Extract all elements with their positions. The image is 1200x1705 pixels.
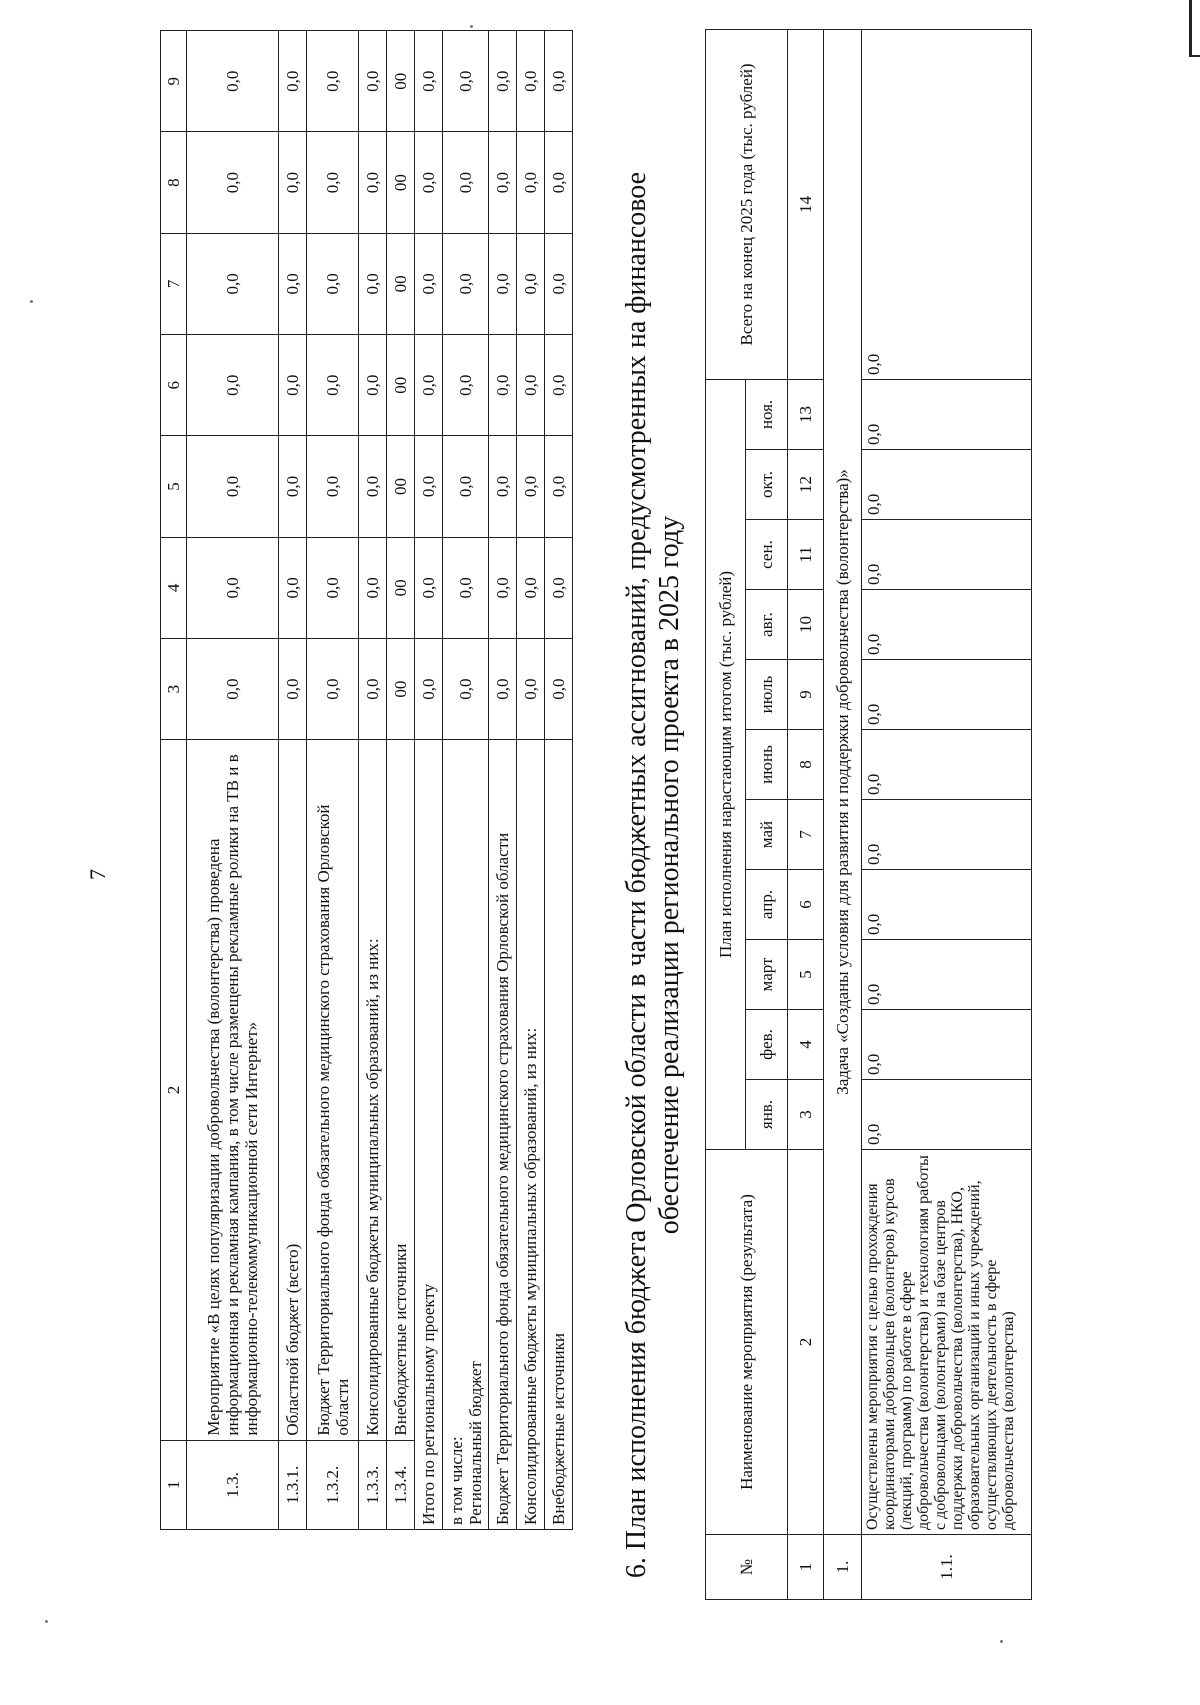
- value-cell: 0,0: [415, 233, 443, 334]
- value-cell: 0,0: [359, 335, 387, 436]
- value-cell: 00: [387, 537, 415, 638]
- value-cell: 0,0: [187, 233, 279, 334]
- value-cell: 0,0: [489, 31, 517, 132]
- value-cell: 0,0: [279, 436, 307, 537]
- value-cell: 0,0: [862, 800, 1032, 870]
- column-number: 8: [788, 730, 824, 800]
- header-plan: План исполнения нарастающим итогом (тыс. рублей): [706, 379, 746, 1149]
- value-cell: 0,0: [862, 29, 1032, 379]
- table-row: [359, 31, 387, 1530]
- value-cell: 0,0: [307, 537, 359, 638]
- value-cell: 0,0: [545, 537, 573, 638]
- plan-table: [705, 29, 1032, 1600]
- month-header: окт.: [746, 450, 788, 520]
- value-cell: 00: [387, 638, 415, 739]
- month-header: ноя.: [746, 379, 788, 449]
- value-cell: 0,0: [415, 436, 443, 537]
- row-label: Внебюджетные источники: [545, 740, 573, 1530]
- header-cell: 7: [161, 233, 187, 334]
- value-cell: 0,0: [517, 233, 545, 334]
- table-row: [279, 31, 307, 1530]
- task-number: 1.: [824, 1535, 862, 1600]
- value-cell: 0,0: [545, 638, 573, 739]
- row-label: Бюджет Территориального фонда обязательного медицинского страхования Орловской области: [307, 740, 359, 1440]
- task-row: [824, 29, 862, 1599]
- header-cell: 4: [161, 537, 187, 638]
- value-cell: 0,0: [443, 436, 489, 537]
- value-cell: 0,0: [187, 335, 279, 436]
- value-cell: 0,0: [307, 233, 359, 334]
- value-cell: 0,0: [443, 537, 489, 638]
- month-header: авг.: [746, 590, 788, 660]
- value-cell: 00: [387, 132, 415, 233]
- header-cell: 5: [161, 436, 187, 537]
- column-number: 7: [788, 800, 824, 870]
- value-cell: 0,0: [279, 638, 307, 739]
- month-header: июль: [746, 660, 788, 730]
- header-cell: 9: [161, 31, 187, 132]
- row-number: 1.3.4.: [387, 1440, 415, 1529]
- value-cell: 0,0: [489, 335, 517, 436]
- value-cell: 0,0: [545, 436, 573, 537]
- column-number: 3: [788, 1080, 824, 1150]
- budget-table: [160, 30, 573, 1530]
- column-number-row: [788, 29, 824, 1599]
- month-header: июнь: [746, 730, 788, 800]
- value-cell: 0,0: [307, 335, 359, 436]
- header-name: Наименование мероприятия (результата): [706, 1150, 788, 1535]
- value-cell: 00: [387, 436, 415, 537]
- row-label: [443, 740, 489, 1530]
- value-cell: 0,0: [517, 638, 545, 739]
- header-cell: 3: [161, 638, 187, 739]
- item-number: 1.1.: [862, 1535, 1032, 1600]
- header-row: [706, 29, 746, 1599]
- column-number-row: [161, 31, 187, 1530]
- row-number: 1.3.3.: [359, 1440, 387, 1529]
- value-cell: 0,0: [862, 660, 1032, 730]
- column-number: 11: [788, 520, 824, 590]
- month-header: май: [746, 800, 788, 870]
- table-row: [489, 31, 517, 1530]
- value-cell: 0,0: [443, 233, 489, 334]
- section-title: [620, 130, 686, 1620]
- value-cell: 0,0: [279, 31, 307, 132]
- value-cell: 0,0: [307, 132, 359, 233]
- value-cell: 00: [387, 335, 415, 436]
- row-number: 1.3.2.: [307, 1440, 359, 1529]
- row-label: Консолидированные бюджеты муниципальных образований, из них:: [517, 740, 545, 1530]
- value-cell: 0,0: [862, 379, 1032, 449]
- value-cell: 0,0: [359, 638, 387, 739]
- value-cell: 0,0: [443, 335, 489, 436]
- table-row: [443, 31, 489, 1530]
- value-cell: 0,0: [359, 132, 387, 233]
- column-number: 5: [788, 940, 824, 1010]
- value-cell: 0,0: [415, 638, 443, 739]
- value-cell: 0,0: [489, 537, 517, 638]
- header-num: №: [706, 1535, 788, 1600]
- value-cell: 0,0: [187, 31, 279, 132]
- header-total: Всего на конец 2025 года (тыс. рублей): [706, 29, 788, 379]
- value-cell: 0,0: [517, 436, 545, 537]
- value-cell: 0,0: [545, 233, 573, 334]
- header-cell: 2: [161, 740, 187, 1440]
- row-label: Итого по региональному проекту: [415, 740, 443, 1530]
- value-cell: 0,0: [307, 638, 359, 739]
- value-cell: 0,0: [545, 31, 573, 132]
- value-cell: 0,0: [443, 132, 489, 233]
- month-header: янв.: [746, 1080, 788, 1150]
- value-cell: 0,0: [359, 31, 387, 132]
- value-cell: 0,0: [279, 132, 307, 233]
- month-header: сен.: [746, 520, 788, 590]
- table-row: [517, 31, 545, 1530]
- row-label-line: Региональный бюджет: [465, 1361, 485, 1525]
- value-cell: 0,0: [489, 132, 517, 233]
- month-header: апр.: [746, 870, 788, 940]
- value-cell: 0,0: [862, 450, 1032, 520]
- header-cell: 8: [161, 132, 187, 233]
- column-number: 1: [788, 1535, 824, 1600]
- row-label: Бюджет Территориального фонда обязательного медицинского страхования Орловской области: [489, 740, 517, 1530]
- scan-edge-mark: [1189, 0, 1200, 57]
- table-row: [307, 31, 359, 1530]
- value-cell: 0,0: [862, 730, 1032, 800]
- value-cell: 0,0: [307, 436, 359, 537]
- value-cell: 0,0: [545, 335, 573, 436]
- row-label-line: в том числе:: [446, 1436, 466, 1525]
- column-number: 10: [788, 590, 824, 660]
- column-number: 13: [788, 379, 824, 449]
- value-cell: 0,0: [415, 335, 443, 436]
- value-cell: 0,0: [359, 436, 387, 537]
- value-cell: 0,0: [415, 132, 443, 233]
- month-header: март: [746, 940, 788, 1010]
- column-number: 6: [788, 870, 824, 940]
- value-cell: 0,0: [415, 537, 443, 638]
- value-cell: 0,0: [307, 31, 359, 132]
- value-cell: 0,0: [862, 940, 1032, 1010]
- header-cell: 1: [161, 1440, 187, 1529]
- item-row: [862, 29, 1032, 1599]
- table-row: [415, 31, 443, 1530]
- value-cell: 0,0: [862, 520, 1032, 590]
- value-cell: 0,0: [359, 537, 387, 638]
- value-cell: 0,0: [862, 1010, 1032, 1080]
- value-cell: 0,0: [489, 436, 517, 537]
- value-cell: 0,0: [187, 132, 279, 233]
- value-cell: 0,0: [415, 31, 443, 132]
- value-cell: 0,0: [517, 335, 545, 436]
- value-cell: 00: [387, 233, 415, 334]
- value-cell: 0,0: [279, 233, 307, 334]
- value-cell: 0,0: [359, 233, 387, 334]
- value-cell: 0,0: [443, 638, 489, 739]
- table-row: [187, 31, 279, 1530]
- column-number: 9: [788, 660, 824, 730]
- row-label: Консолидированные бюджеты муниципальных образований, из них:: [359, 740, 387, 1440]
- value-cell: 0,0: [517, 31, 545, 132]
- task-label: Задача «Созданы условия для развития и поддержки добровольчества (волонтерства)»: [824, 29, 862, 1534]
- value-cell: 0,0: [279, 537, 307, 638]
- rotated-page: [20, 25, 1180, 1680]
- row-number: 1.3.1.: [279, 1440, 307, 1529]
- month-header: фев.: [746, 1010, 788, 1080]
- column-number: 14: [788, 29, 824, 379]
- value-cell: 0,0: [489, 638, 517, 739]
- value-cell: 0,0: [517, 537, 545, 638]
- header-cell: 6: [161, 335, 187, 436]
- column-number: 12: [788, 450, 824, 520]
- value-cell: 0,0: [489, 233, 517, 334]
- table-row: [387, 31, 415, 1530]
- value-cell: 0,0: [187, 537, 279, 638]
- row-number: 1.3.: [187, 1440, 279, 1529]
- row-label: Областной бюджет (всего): [279, 740, 307, 1440]
- row-label: Внебюджетные источники: [387, 740, 415, 1440]
- value-cell: 0,0: [187, 436, 279, 537]
- column-number: 4: [788, 1010, 824, 1080]
- section-title-line: 6. План исполнения бюджета Орловской области в части бюджетных ассигнований, предусмотренных на финансовое: [621, 171, 652, 1579]
- page-number: 7: [85, 869, 110, 880]
- value-cell: 0,0: [862, 590, 1032, 660]
- value-cell: 0,0: [517, 132, 545, 233]
- value-cell: 0,0: [862, 870, 1032, 940]
- value-cell: 0,0: [443, 31, 489, 132]
- value-cell: 0,0: [862, 1080, 1032, 1150]
- section-title-line: обеспечение реализации регионального проекта в 2025 году: [654, 515, 685, 1235]
- value-cell: 0,0: [545, 132, 573, 233]
- value-cell: 00: [387, 31, 415, 132]
- column-number: 2: [788, 1150, 824, 1535]
- row-label: Мероприятие «В целях популяризации добровольчества (волонтерства) проведена информационная и рекламная кампания, в том числе размещены рекламные ролики на ТВ и в информационно-телекоммуникационной сети Интернет»: [187, 740, 279, 1440]
- item-name: Осуществлены мероприятия с целью прохождения координаторами добровольцев (волонтеров) курсов (лекций, программ) по работе в сфере добровольчества (волонтерства) и технологиям работы с добровольцами (волонтерами) на базе центров поддержки добровольчества (волонтерства), НКО, образовательных организаций и иных учреждений, осуществляющих деятельность в сфере добровольчества (волонтерства): [862, 1150, 1032, 1535]
- value-cell: 0,0: [279, 335, 307, 436]
- value-cell: 0,0: [187, 638, 279, 739]
- table-row: [545, 31, 573, 1530]
